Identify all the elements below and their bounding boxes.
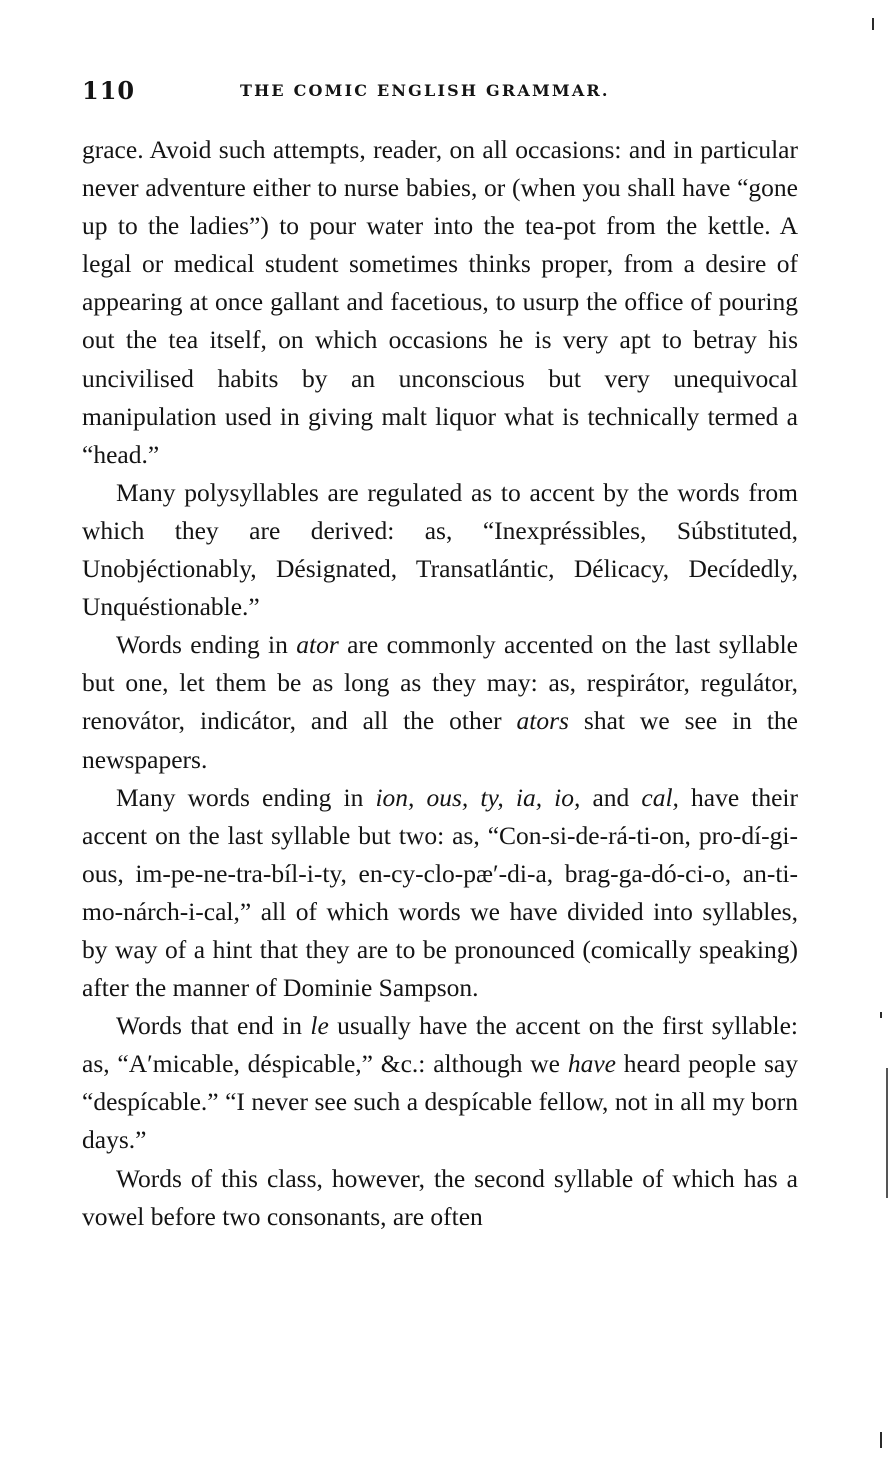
italic-text: le — [310, 1011, 329, 1041]
body-text — [82, 131, 798, 1236]
scan-mark-bottom-right — [880, 1432, 882, 1448]
text-run: usually have the accent on the first syllable: as, “A′micable, déspicable,” &c.: although we — [82, 1011, 798, 1079]
italic-text: have — [567, 1049, 616, 1079]
text-run: heard people say “despícable.” “I never see such a despícable fellow, not in all my born days.” — [82, 1049, 798, 1155]
text-run: grace. Avoid such attempts, reader, on all occasions: and in particular never adventure either to nurse babies, or (when you shall have “gone up to the ladies”) to pour water into the tea-pot from the kettle. A legal or medical student sometimes thinks proper, from a desire of appearing at once gallant and facetious, to usurp the office of pouring out the tea itself, on which occasions he is very apt to betray his uncivilised habits by an unconscious but very unequivocal manipulation used in giving malt liquor what is technically termed a “head.” — [82, 135, 798, 469]
paragraph — [82, 131, 798, 474]
scan-mark-top-right — [872, 18, 874, 30]
text-run: Many polysyllables are regulated as to accent by the words from which they are derived: as, “Inexpréssibles, Súbstituted, Unobjéctionably, Désignated, Transatlántic, Délicacy, Decídedly, Unquéstionable.” — [82, 477, 798, 622]
text-run: Many words ending in — [116, 782, 376, 812]
paragraph — [82, 779, 798, 1008]
italic-text: ator — [296, 630, 339, 660]
page-number: 110 — [82, 76, 136, 105]
text-run: are commonly accented on the last syllable but one, let them be as long as they may: as, respirátor, regulátor, renovátor, indicátor, and all the other — [82, 630, 798, 736]
page-header — [82, 76, 802, 110]
text-run: Words ending in — [116, 630, 297, 660]
scan-mark-right-dot — [880, 1012, 882, 1018]
text-run: have their accent on the last syllable but two: as, “Con-si-de-rá-ti-on, pro-dí-gi-ous, im-pe-ne-tra-bíl-i-ty, en-cy-clo-pæ′-di-a, brag-ga-dó-ci-o, an-ti-mo-nárch-i-cal,” all of which words we have divided into syllables, by way of a hint that they are to be pronounced (comically speaking) after the manner of Dominie Sampson. — [82, 782, 798, 1003]
paragraph — [82, 474, 798, 626]
italic-text: ion, ous, ty, ia, io, — [375, 782, 581, 812]
running-title: THE COMIC ENGLISH GRAMMAR. — [240, 81, 610, 100]
text-run: Words of this class, however, the second syllable of which has a vowel before two consonants, are often — [82, 1163, 798, 1231]
text-run: and — [580, 782, 642, 812]
text-run: shat we see in the newspapers. — [82, 706, 798, 774]
text-run: Words that end in — [116, 1011, 311, 1041]
paragraph — [82, 1007, 798, 1159]
italic-text: ators — [516, 706, 569, 736]
paragraph — [82, 626, 798, 778]
italic-text: cal, — [641, 782, 679, 812]
paragraph — [82, 1160, 798, 1236]
scan-mark-right-edge — [886, 1068, 888, 1198]
